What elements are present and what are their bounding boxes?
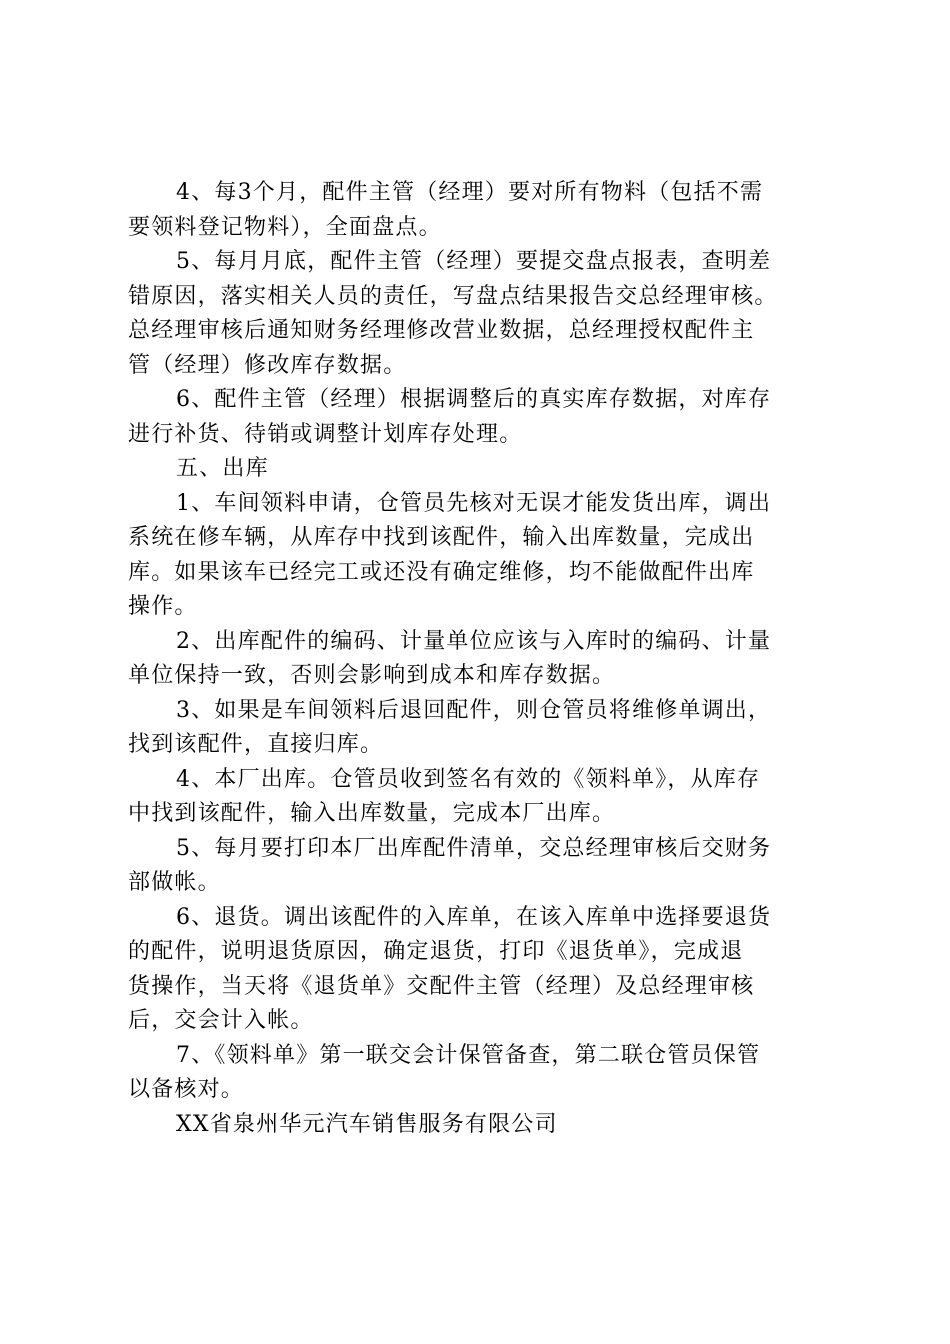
text-line: 2、出库配件的编码、计量单位应该与入库时的编码、计量 xyxy=(176,628,772,654)
text-line: 部做帐。 xyxy=(128,870,221,895)
text-line: 进行补货、待销或调整计划库存处理。 xyxy=(128,421,523,447)
text-line: 单位保持一致，否则会影响到成本和库存数据。 xyxy=(128,663,616,688)
text-line: 操作。 xyxy=(128,594,198,619)
text-line: 库。如果该车已经完工或还没有确定维修，均不能做配件出库 xyxy=(128,559,755,585)
text-line: 1、车间领料申请，仓管员先核对无误才能发货出库，调出 xyxy=(176,490,772,516)
text-line: 5、每月要打印本厂出库配件清单，交总经理审核后交财务 xyxy=(176,835,772,861)
text-line: 后，交会计入帐。 xyxy=(128,1008,314,1033)
text-line: 7、《领料单》第一联交会计保管备查，第二联仓管员保管 xyxy=(176,1042,761,1068)
text-line: 6、退货。调出该配件的入库单，在该入库单中选择要退货 xyxy=(176,904,772,930)
text-line: 五、出库 xyxy=(176,456,269,481)
text-line: 3、如果是车间领料后退回配件，则仓管员将维修单调出， xyxy=(176,697,772,723)
text-line: 的配件，说明退货原因，确定退货，打印《退货单》，完成退 xyxy=(128,939,744,964)
text-line: 6、配件主管（经理）根据调整后的真实库存数据，对库存 xyxy=(176,387,772,412)
text-line: 错原因，落实相关人员的责任，写盘点结果报告交总经理审核。 xyxy=(128,283,778,309)
text-line: 系统在修车辆，从库存中找到该配件，输入出库数量，完成出 xyxy=(128,525,755,550)
text-line: XX省泉州华元汽车销售服务有限公司 xyxy=(176,1111,558,1137)
text-line: 5、每月月底，配件主管（经理）要提交盘点报表，查明差 xyxy=(176,249,772,274)
text-line: 4、本厂出库。仓管员收到签名有效的《领料单》，从库存 xyxy=(176,766,761,792)
text-line: 以备核对。 xyxy=(128,1077,245,1102)
text-line: 4、每3个月，配件主管（经理）要对所有物料（包括不需 xyxy=(176,180,764,205)
text-line: 找到该配件，直接归库。 xyxy=(128,732,384,757)
text-line: 货操作，当天将《退货单》交配件主管（经理）及总经理审核 xyxy=(128,973,755,999)
document-body xyxy=(128,176,848,1142)
text-line: 要领料登记物料），全面盘点。 xyxy=(128,214,442,240)
text-line: 总经理审核后通知财务经理修改营业数据，总经理授权配件主 xyxy=(128,318,755,343)
text-line: 管（经理）修改库存数据。 xyxy=(128,352,407,378)
text-line: 中找到该配件，输入出库数量，完成本厂出库。 xyxy=(128,801,616,826)
